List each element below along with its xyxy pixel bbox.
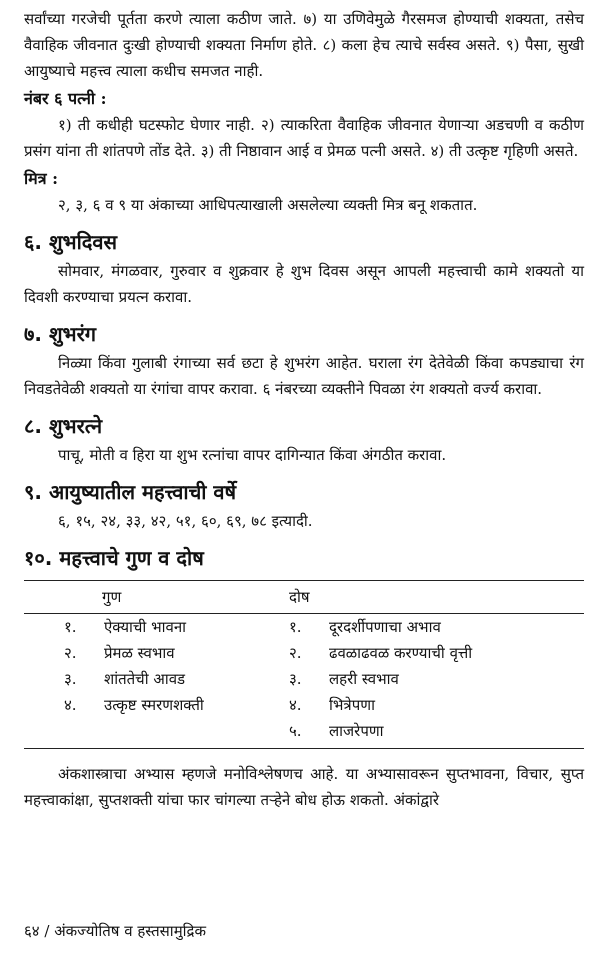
merits-demerits-table bbox=[24, 580, 584, 749]
demerit-number: १. bbox=[289, 618, 302, 636]
section-text-lucky-gems: पाचू, मोती व हिरा या शुभ रत्नांचा वापर दागिन्यात किंवा अंगठीत करावा. bbox=[58, 446, 447, 464]
demerit-text: लाजरेपणा bbox=[329, 718, 584, 749]
merit-text: उत्कृष्ट स्मरणशक्ती bbox=[104, 696, 204, 714]
merit-text bbox=[104, 718, 289, 749]
demerit-text: लहरी स्वभाव bbox=[329, 670, 399, 688]
section-title-lucky-days: ६. शुभदिवस bbox=[24, 230, 118, 254]
wife-paragraph: १) ती कधीही घटस्फोट घेणार नाही. २) त्याकरिता वैवाहिक जीवनात येणाऱ्या अडचणी व कठीण प्रसंग यांना ती शांतपणे तोंड देते. ३) ती निष्ठावान आई व प्रेमळ पत्नी असते. ४) ती उत्कृष्ट गृहिणी असते. bbox=[24, 116, 584, 160]
merit-number: १. bbox=[64, 618, 77, 636]
merit-text: प्रेमळ स्वभाव bbox=[104, 644, 175, 662]
page-footer: ६४ / अंकज्योतिष व हस्तसामुद्रिक bbox=[24, 922, 207, 940]
merit-number bbox=[24, 718, 104, 749]
table-row bbox=[24, 692, 584, 718]
section-title-lucky-gems: ८. शुभरत्ने bbox=[24, 414, 103, 438]
section-text-lucky-days: सोमवार, मंगळवार, गुरुवार व शुक्रवार हे शुभ दिवस असून आपली महत्त्वाची कामे शक्यतो या दिवशी करण्याचा प्रयत्न करावा. bbox=[24, 262, 584, 306]
merit-number: २. bbox=[64, 644, 77, 662]
friends-paragraph: २, ३, ६ व ९ या अंकाच्या आधिपत्याखाली असलेल्या व्यक्ती मित्र बनू शकतात. bbox=[58, 196, 478, 214]
demerit-number: ३. bbox=[289, 670, 302, 688]
page-body bbox=[24, 6, 584, 813]
demerit-text: दूरदर्शीपणाचा अभाव bbox=[329, 618, 441, 636]
friends-heading: मित्र : bbox=[24, 169, 59, 188]
section-title-important-years: ९. आयुष्यातील महत्त्वाची वर्षे bbox=[24, 480, 237, 504]
demerit-text: ढवळाढवळ करण्याची वृत्ती bbox=[329, 644, 473, 662]
closing-paragraph: अंकशास्त्राचा अभ्यास म्हणजे मनोविश्लेषणच आहे. या अभ्यासावरून सुप्तभावना, विचार, सुप्त महत्त्वाकांक्षा, सुप्तशक्ती यांचा फार चांगल्या तऱ्हेने बोध होऊ शकतो. अंकांद्वारे bbox=[24, 765, 584, 809]
section-text-lucky-colours: निळ्या किंवा गुलाबी रंगाच्या सर्व छटा हे शुभरंग आहेत. घराला रंग देतेवेळी किंवा कपड्याचा रंग निवडतेवेळी शक्यतो या रंगांचा वापर करावा. ६ नंबरच्या व्यक्तीने पिवळा रंग शक्यतो वर्ज्य करावा. bbox=[24, 354, 584, 398]
demerit-number: ४. bbox=[289, 696, 302, 714]
intro-paragraph: सर्वांच्या गरजेची पूर्तता करणे त्याला कठीण जाते. ७) या उणिवेमुळे गैरसमज होण्याची शक्यता, तसेच वैवाहिक जीवनात दुःखी होण्याची शक्यता निर्माण होते. ८) कला हेच त्याचे सर्वस्व असते. ९) पैसा, सुखी आयुष्याचे महत्त्व त्याला कधीच समजत नाही. bbox=[24, 10, 584, 80]
section-title-lucky-colours: ७. शुभरंग bbox=[24, 322, 97, 346]
merit-number: ४. bbox=[64, 696, 77, 714]
merit-number: ३. bbox=[64, 670, 77, 688]
table-row bbox=[24, 614, 584, 641]
table-row bbox=[24, 718, 584, 749]
demerit-text: भित्रेपणा bbox=[329, 696, 375, 714]
merit-text: शांततेची आवड bbox=[104, 670, 186, 688]
section-title-merits-demerits: १०. महत्त्वाचे गुण व दोष bbox=[24, 546, 204, 570]
section-text-important-years: ६, १५, २४, ३३, ४२, ५१, ६०, ६९, ७८ इत्यादी. bbox=[58, 512, 313, 530]
column-header-merits: गुण bbox=[24, 581, 289, 614]
column-header-demerits: दोष bbox=[289, 581, 584, 614]
table-row bbox=[24, 666, 584, 692]
table-header-row bbox=[24, 581, 584, 614]
table-row bbox=[24, 640, 584, 666]
demerit-number: ५. bbox=[289, 718, 329, 749]
demerit-number: २. bbox=[289, 644, 302, 662]
wife-heading: नंबर ६ पत्नी : bbox=[24, 89, 107, 108]
merit-text: ऐक्याची भावना bbox=[104, 618, 187, 636]
